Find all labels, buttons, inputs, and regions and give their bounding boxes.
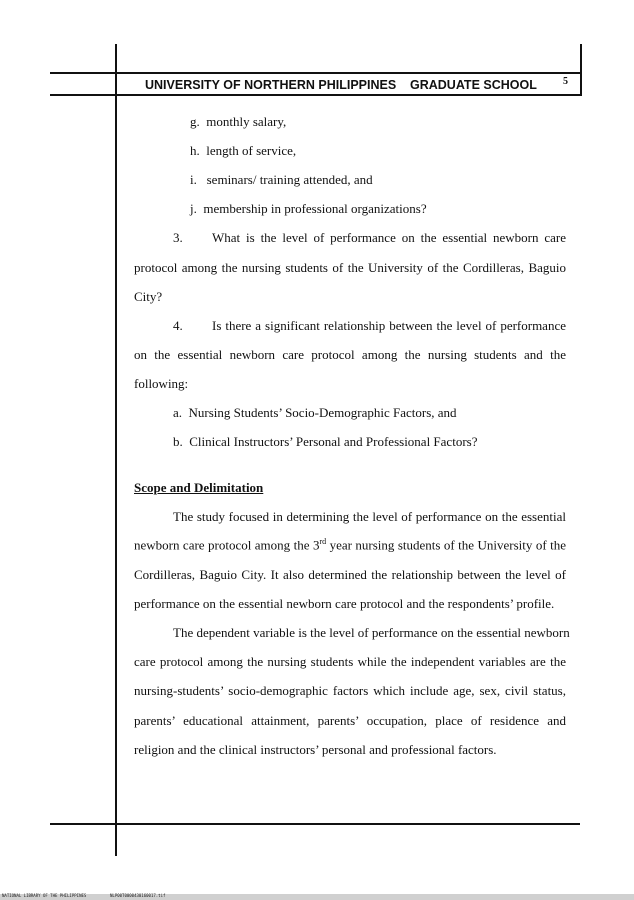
list-item	[190, 201, 427, 217]
paragraph-1-line-4: performance on the essential newborn care protocol and the respondents’ profile.	[134, 596, 555, 611]
list-item-label: g.	[190, 114, 200, 129]
paragraph-1-line-1: The study focused in determining the level of performance on the essential	[173, 509, 566, 524]
question-4-line-1: Is there a significant relationship between the level of performance	[212, 318, 566, 333]
page-header	[145, 76, 570, 94]
paragraph-1-line-2	[134, 537, 566, 553]
page-number: 5	[563, 76, 568, 87]
question-3-line-1: What is the level of performance on the essential newborn care	[212, 230, 566, 245]
paragraph-1-line-3: Cordilleras, Baguio City. It also determined the relationship between the level of	[134, 567, 566, 582]
question-3-line-2: protocol among the nursing students of the University of the Cordilleras, Baguio	[134, 260, 566, 275]
list-item-label: a.	[173, 405, 183, 420]
list-item-text: monthly salary,	[206, 114, 287, 129]
school-name: GRADUATE SCHOOL	[410, 78, 537, 92]
question-4-line-2: on the essential newborn care protocol among the nursing students and the	[134, 347, 566, 362]
paragraph-2-line-5: religion and the clinical instructors’ personal and professional factors.	[134, 742, 497, 757]
file-code: NLP00T0000430160017.tif	[110, 893, 166, 898]
list-item	[173, 434, 477, 450]
text-segment: newborn care protocol among the 3	[134, 537, 320, 553]
question-4-line-3: following:	[134, 376, 189, 391]
question-3-line-3: City?	[134, 289, 163, 304]
left-margin-rule	[115, 44, 117, 856]
list-item	[190, 143, 296, 159]
university-name: UNIVERSITY OF NORTHERN PHILIPPINES	[145, 78, 397, 92]
header-top-rule	[50, 72, 580, 74]
question-4-number: 4.	[173, 318, 183, 333]
header-bottom-rule	[50, 94, 580, 96]
list-item-text: membership in professional organizations?	[203, 201, 427, 216]
library-stamp: NATIONAL LIBRARY OF THE PHILIPPINES	[2, 893, 87, 898]
list-item-label: j.	[190, 201, 197, 216]
superscript: rd	[319, 537, 327, 546]
paragraph-2-line-2: care protocol among the nursing students while the independent variables are the	[134, 654, 566, 669]
list-item-text: seminars/ training attended, and	[206, 172, 373, 187]
section-heading: Scope and Delimitation	[134, 480, 264, 495]
text-segment: year nursing students of the University of the	[326, 537, 566, 553]
paragraph-2-line-3: nursing-students’ socio-demographic factors which include age, sex, civil status,	[134, 683, 566, 698]
list-item-label: b.	[173, 434, 183, 449]
right-margin-rule	[580, 44, 582, 96]
list-item-label: i.	[190, 172, 197, 187]
list-item	[173, 405, 457, 421]
list-item-label: h.	[190, 143, 200, 158]
list-item-text: Clinical Instructors’ Personal and Professional Factors?	[189, 434, 478, 449]
list-item-text: length of service,	[206, 143, 297, 158]
paragraph-2-line-1: The dependent variable is the level of performance on the essential newborn	[173, 625, 570, 640]
scan-footer-bar	[0, 894, 634, 900]
list-item	[190, 172, 373, 188]
list-item-text: Nursing Students’ Socio-Demographic Factors, and	[188, 405, 457, 420]
question-3-number: 3.	[173, 230, 183, 245]
list-item	[190, 114, 286, 130]
footer-rule	[50, 823, 580, 825]
paragraph-2-line-4: parents’ educational attainment, parents’ occupation, place of residence and	[134, 713, 566, 728]
